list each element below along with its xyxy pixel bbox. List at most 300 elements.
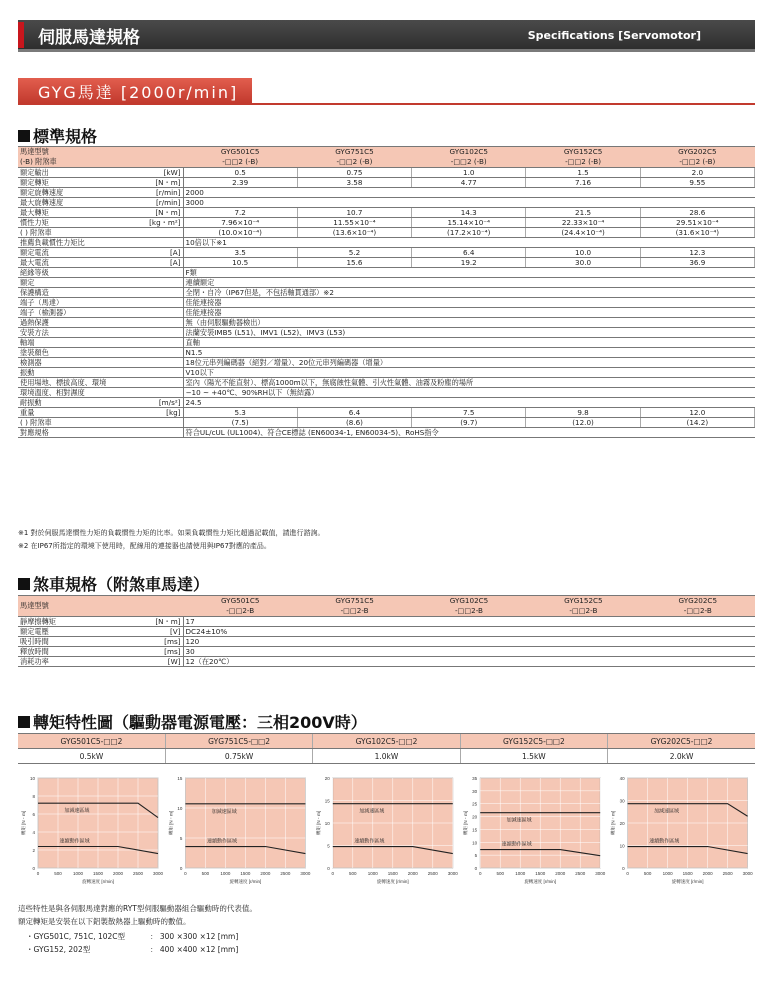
chart-x-tick: 1500 [240,871,251,876]
std-table-row [18,388,755,398]
torque-heading [18,710,367,733]
brake-row-label: 靜摩擦轉矩 [18,617,133,627]
std-row-unit [133,338,183,348]
chart-x-tick: 2000 [260,871,271,876]
brake-model-suffix: -□□2-B [340,606,369,615]
chart-x-tick: 2000 [112,871,124,876]
std-row-value: (14.2) [640,418,754,428]
std-row-span-value: 24.5 [183,398,754,408]
std-row-value: 21.5 [526,208,640,218]
std-table-row [18,368,755,378]
chart-y-label: 轉矩 [N・m] [21,810,26,836]
std-row-value: 7.96×10⁻⁴ [183,218,297,228]
std-row-label: 端子（檢測器） [18,308,133,318]
brake-model-header [641,596,755,617]
std-row-unit: [N・m] [133,178,183,188]
page-subtitle: Specifications [Servomotor] [527,29,701,42]
section-title: GYG馬達 [2000r/min] [38,83,239,102]
chart-y-tick: 0 [622,866,625,871]
brake-table-row [18,637,755,647]
chart-x-tick: 0 [184,871,187,876]
chart-y-label: 轉矩 [N・m] [610,810,616,836]
chart-y-tick: 15 [472,827,478,833]
chart-x-tick: 2500 [722,871,733,876]
std-row-value: (13.6×10⁻⁴) [297,228,411,238]
torque-model-table [18,733,755,764]
chart-y-tick: 25 [472,801,478,807]
std-row-value: 5.2 [297,248,411,258]
std-row-value: 11.55×10⁻⁴ [297,218,411,228]
brake-row-value: DC24±10% [183,627,755,637]
square-bullet-icon [18,716,30,728]
chart-x-tick: 1500 [682,871,693,876]
std-table-row [18,198,755,208]
chart-accel-label: 加減速區域 [211,808,237,815]
brake-model-header [526,596,640,617]
std-table-row [18,358,755,368]
std-row-value: 3.58 [297,178,411,188]
brake-row-unit: [ms] [133,647,183,657]
std-row-value: 36.9 [640,258,754,268]
brake-row-value: 12（在20℃） [183,657,755,667]
std-row-label: 過熱保護 [18,318,133,328]
chart-x-tick: 2500 [427,871,438,876]
std-row-unit: [N・m] [133,208,183,218]
std-row-label: 環境溫度、相對濕度 [18,388,133,398]
std-row-unit [133,418,183,428]
std-row-value: 15.14×10⁻⁴ [412,218,526,228]
std-header-label-1: 馬達型號 [20,147,49,156]
std-row-value: 9.8 [526,408,640,418]
brake-row-unit: [ms] [133,637,183,647]
chart-y-tick: 10 [619,843,625,849]
footer-item-2-label: ・GYG152, 202型 [26,945,91,954]
std-row-label: 耐振動 [18,398,133,408]
std-row-value: 2.0 [640,168,754,178]
chart-y-tick: 5 [179,836,183,841]
std-model-name: GYG152C5 [563,147,603,156]
std-row-value: (7.5) [183,418,297,428]
std-row-unit [133,278,183,288]
std-model-header [526,147,640,168]
chart-x-tick: 2000 [407,871,418,876]
chart-y-tick: 6 [32,812,35,817]
std-table-row [18,258,755,268]
std-model-suffix: -□□2 (-B) [450,157,487,166]
std-row-unit [133,388,183,398]
std-table-row [18,398,755,408]
std-row-value: (31.6×10⁻⁴) [640,228,754,238]
torque-charts [18,772,755,890]
torque-power-1: 0.5kW [18,749,165,764]
brake-row-unit: [W] [133,657,183,667]
brake-row-value: 30 [183,647,755,657]
std-table-row [18,288,755,298]
chart-x-tick: 3000 [447,871,458,876]
std-row-value: (10.0×10⁻⁴) [183,228,297,238]
chart-y-tick: 35 [472,776,478,781]
std-row-label: 絕緣等級 [18,268,133,278]
brake-row-label: 吸引時間 [18,637,133,647]
std-row-unit [133,268,183,278]
std-row-unit: [kg] [133,408,183,418]
std-table-row [18,228,755,238]
chart-x-tick: 1000 [367,871,378,876]
brake-model-header [183,596,297,617]
std-row-label: 重量 [18,408,133,418]
chart-y-tick: 0 [32,866,35,871]
chart-x-tick: 500 [349,871,357,876]
chart-x-tick: 1000 [220,871,231,876]
std-spec-heading [18,124,97,147]
square-bullet-icon [18,130,30,142]
brake-header-label: 馬達型號 [18,596,183,617]
chart-x-tick: 500 [54,871,62,876]
std-row-unit: [A] [133,258,183,268]
brake-row-unit: [N・m] [133,617,183,627]
std-row-value: 19.2 [412,258,526,268]
chart-y-tick: 0 [179,866,183,871]
std-row-label: 額定旋轉速度 [18,188,133,198]
std-row-value: 22.33×10⁻⁴ [526,218,640,228]
chart-continuous-label: 連續動作區域 [207,838,238,845]
chart-y-tick: 30 [619,798,625,804]
std-row-value: (9.7) [412,418,526,428]
chart-continuous-label: 連續動作區域 [649,838,680,845]
std-row-unit: [kW] [133,168,183,178]
std-row-label: 端子（馬達） [18,298,133,308]
std-model-header [640,147,754,168]
header-bar [18,20,755,52]
chart-x-label: 旋轉速度 [r/min] [524,879,557,884]
torque-model-5: GYG202C5-□□2 [608,734,755,749]
chart-accel-label: 加減速區域 [359,808,385,815]
std-table-row [18,168,755,178]
square-bullet-icon [18,578,30,590]
torque-model-4: GYG152C5-□□2 [460,734,607,749]
chart-continuous-label: 連續動作區域 [354,838,385,845]
chart-y-tick: 4 [32,830,35,835]
std-row-unit [133,318,183,328]
chart-accel-label: 加減速區域 [64,808,90,815]
chart-x-label: 旋轉速度 [r/min] [671,879,704,884]
std-model-header [183,147,297,168]
std-table-row [18,208,755,218]
std-row-label: 塗裝顏色 [18,348,133,358]
std-row-label: 最大轉矩 [18,208,133,218]
torque-power-4: 1.5kW [460,749,607,764]
std-table-row [18,188,755,198]
chart-x-tick: 0 [626,871,629,876]
std-row-span-value: 法蘭安裝IMB5 (L51)、IMV1 (L52)、IMV3 (L53) [183,328,754,338]
std-table-row [18,278,755,288]
std-row-label: 最大電流 [18,258,133,268]
std-row-span-value: 2000 [183,188,754,198]
std-table-row [18,248,755,258]
std-row-span-value: 佳能連接器 [183,298,754,308]
torque-model-2: GYG751C5-□□2 [165,734,312,749]
std-row-span-value: F類 [183,268,754,278]
std-row-label: 額定輸出 [18,168,133,178]
std-row-value: 15.6 [297,258,411,268]
std-row-span-value: 直軸 [183,338,754,348]
std-model-suffix: -□□2 (-B) [336,157,373,166]
chart-x-label: 旋轉速度 [r/min] [376,879,409,884]
brake-row-value: 120 [183,637,755,647]
std-row-value: 0.75 [297,168,411,178]
chart-continuous-label: 連續動作區域 [501,841,532,848]
brake-model-name: GYG501C5 [220,596,260,605]
chart-x-tick: 3000 [300,871,311,876]
chart-x-tick: 1000 [515,871,526,876]
std-row-span-value: 佳能連接器 [183,308,754,318]
std-model-name: GYG102C5 [449,147,488,156]
chart-accel-label: 加減速區域 [506,817,532,824]
std-row-value: 9.55 [640,178,754,188]
std-row-value: 12.0 [640,408,754,418]
brake-row-value: 17 [183,617,755,627]
chart-accel-label: 加減速區域 [654,808,680,815]
std-row-span-value: −10 ~ +40℃、90%RH以下（無結露） [183,388,754,398]
brake-row-label: 釋放時間 [18,647,133,657]
std-table-row [18,338,755,348]
std-row-value: 6.4 [412,248,526,258]
chart-x-tick: 3000 [595,871,606,876]
std-model-name: GYG501C5 [220,147,260,156]
std-note-2: ※2 在IP67所指定的環境下使用時，配線用的連接器也請使用與IP67對應的產品。 [18,542,271,550]
chart-y-tick: 10 [177,806,183,811]
footer-item-1-label: ・GYG501C, 751C, 102C型 [26,932,126,941]
std-row-label: 額定 [18,278,133,288]
chart-x-tick: 1500 [92,871,104,876]
section-banner [18,78,252,103]
standard-spec-table [18,146,755,438]
std-row-value: (12.0) [526,418,640,428]
std-row-value: 1.5 [526,168,640,178]
std-row-unit [133,288,183,298]
std-row-span-value: 符合UL/cUL (UL1004)、符合CE標誌 (EN60034-1, EN60034-5)、RoHS指令 [183,428,754,438]
chart-y-tick: 15 [324,798,330,804]
brake-table-row [18,647,755,657]
std-row-value: 3.5 [183,248,297,258]
std-model-suffix: -□□2 (-B) [222,157,259,166]
footer-line-1: 這些特性是與各伺服馬達對應的RYT型伺服驅動器組合驅動時的代表值。 [18,904,257,913]
std-row-value: 10.5 [183,258,297,268]
std-row-value: 2.39 [183,178,297,188]
chart-y-label: 轉矩 [N・m] [168,810,174,836]
page-title: 伺服馬達規格 [38,28,140,48]
chart-x-tick: 3000 [742,871,753,876]
std-row-value: 12.3 [640,248,754,258]
std-row-label: 安裝方法 [18,328,133,338]
std-table-row [18,298,755,308]
torque-title: 轉矩特性圖（驅動器電源電壓：三相200V時） [33,713,367,732]
std-header-label-2: (-B) 附煞車 [20,157,57,166]
footer-item-1-value: ： 300 ×300 ×12 [mm] [150,932,239,941]
std-row-label: 最大旋轉速度 [18,198,133,208]
std-row-value: 7.2 [183,208,297,218]
chart-x-label: 旋轉速度 [r/min] [229,879,262,884]
std-row-value: 0.5 [183,168,297,178]
chart-continuous-label: 連續動作區域 [59,838,90,845]
std-row-value: 5.3 [183,408,297,418]
chart-x-tick: 3000 [152,871,164,876]
section-rule [18,103,755,105]
std-row-span-value: 10倍以下※1 [183,238,754,248]
torque-model-3: GYG102C5-□□2 [313,734,460,749]
std-row-label: 額定轉矩 [18,178,133,188]
std-row-value: 10.0 [526,248,640,258]
std-row-label: 使用場地、標拔高度、環境 [18,378,133,388]
std-row-unit [133,428,183,438]
std-table-row [18,218,755,228]
brake-model-name: GYG751C5 [335,596,374,605]
std-row-label: 軸端 [18,338,133,348]
std-table-row [18,328,755,338]
brake-model-header [297,596,411,617]
std-row-unit: [kg・m²] [133,218,183,228]
chart-y-tick: 0 [474,866,478,871]
std-row-span-value: N1.5 [183,348,754,358]
chart-x-tick: 0 [36,871,40,876]
std-table-row [18,408,755,418]
brake-spec-table [18,595,755,667]
chart-x-tick: 1500 [535,871,546,876]
std-note-1: ※1 對於伺服馬達慣性力矩的負載慣性力矩的比率。如果負載慣性力矩比超過記載值，請進行諮詢。 [18,529,325,537]
brake-model-name: GYG202C5 [678,596,718,605]
chart-y-tick: 5 [327,843,330,849]
chart-x-tick: 2500 [132,871,144,876]
chart-x-tick: 0 [331,871,335,876]
chart-y-tick: 2 [32,848,35,853]
std-row-unit: [A] [133,248,183,258]
std-row-value: 6.4 [297,408,411,418]
std-row-value: 10.7 [297,208,411,218]
chart-x-tick: 2000 [555,871,566,876]
std-model-name: GYG751C5 [335,147,374,156]
std-row-unit [133,238,183,248]
brake-model-name: GYG152C5 [564,596,603,605]
std-row-value: 4.77 [412,178,526,188]
brake-model-header [412,596,526,617]
chart-x-tick: 2500 [280,871,291,876]
std-model-header [412,147,526,168]
std-model-suffix: -□□2 (-B) [679,157,716,166]
footer-item-2-value: ： 400 ×400 ×12 [mm] [150,945,239,954]
chart-y-tick: 20 [619,821,625,826]
std-row-label: 慣性力矩 [18,218,133,228]
std-table-row [18,348,755,358]
std-model-suffix: -□□2 (-B) [565,157,602,166]
std-table-row [18,418,755,428]
chart-y-tick: 20 [472,814,478,820]
std-table-row [18,378,755,388]
std-row-unit [133,328,183,338]
std-row-label: 保護構造 [18,288,133,298]
chart-y-tick: 10 [324,821,330,826]
std-table-row [18,308,755,318]
torque-power-3: 1.0kW [313,749,460,764]
chart-x-tick: 1000 [72,871,84,876]
std-row-value: (8.6) [297,418,411,428]
std-row-unit [133,228,183,238]
std-row-label: 額定電流 [18,248,133,258]
brake-model-name: GYG102C5 [449,596,489,605]
std-row-span-value: 連續額定 [183,278,754,288]
chart-x-tick: 1500 [387,871,398,876]
chart-x-tick: 1000 [662,871,673,876]
std-row-label: 推薦負載慣性力矩比 [18,238,133,248]
std-row-value: 7.5 [412,408,526,418]
chart-y-tick: 20 [324,776,330,781]
header-accent [18,22,24,48]
std-row-value: 7.16 [526,178,640,188]
std-row-unit [133,348,183,358]
std-table-row [18,428,755,438]
std-table-row [18,238,755,248]
torque-power-5: 2.0kW [608,749,755,764]
std-row-span-value: 3000 [183,198,754,208]
std-row-value: 28.6 [640,208,754,218]
chart-y-tick: 40 [619,776,625,781]
chart-x-tick: 2500 [575,871,586,876]
std-row-label: 對應規格 [18,428,133,438]
std-table-row [18,318,755,328]
std-row-unit [133,298,183,308]
brake-model-suffix: -□□2-B [454,606,483,615]
chart-x-tick: 500 [201,871,210,876]
std-spec-title: 標準規格 [33,127,98,146]
std-table-row [18,268,755,278]
brake-spec-title: 煞車規格（附煞車馬達） [33,575,210,594]
std-row-label: 振動 [18,368,133,378]
brake-table-row [18,617,755,627]
chart-y-label: 轉矩 [N・m] [315,810,321,836]
chart-y-tick: 30 [472,788,478,794]
std-row-span-value: 室內（陽光不能直射）、標高1000m以下，無腐蝕性氣體、引火性氣體、油霧及粉塵的場所 [183,378,754,388]
std-row-unit: [r/min] [133,198,183,208]
std-row-span-value: 無（由伺服驅動器檢出） [183,318,754,328]
std-row-value: (17.2×10⁻⁴) [412,228,526,238]
std-header-row [18,147,755,168]
chart-x-tick: 2000 [702,871,713,876]
std-row-span-value: 全閉・自冷（IP67但是，不包括軸貫通部）※2 [183,288,754,298]
brake-row-unit: [V] [133,627,183,637]
footer-line-2: 額定轉矩是安裝在以下鋁製散熱器上驅動時的數值。 [18,917,191,926]
brake-table-row [18,657,755,667]
brake-spec-heading [18,572,209,595]
std-row-span-value: 18位元串列編碼器（絕對／增量）、20位元串列編碼器（增量） [183,358,754,368]
chart-y-tick: 0 [327,866,330,871]
std-row-unit [133,378,183,388]
std-table-row [18,178,755,188]
chart-y-label: 轉矩 [N・m] [463,810,469,836]
brake-model-suffix: -□□2-B [569,606,598,615]
std-row-value: 29.51×10⁻⁴ [640,218,754,228]
torque-model-1: GYG501C5-□□2 [18,734,165,749]
std-row-span-value: V10以下 [183,368,754,378]
chart-y-tick: 5 [474,853,478,859]
std-row-unit [133,368,183,378]
std-row-unit: [r/min] [133,188,183,198]
chart-x-tick: 0 [478,871,482,876]
std-row-value: (24.4×10⁻⁴) [526,228,640,238]
chart-x-tick: 500 [496,871,504,876]
brake-table-row [18,627,755,637]
std-model-name: GYG202C5 [678,147,717,156]
brake-model-suffix: -□□2-B [683,606,712,615]
std-row-value: 1.0 [412,168,526,178]
